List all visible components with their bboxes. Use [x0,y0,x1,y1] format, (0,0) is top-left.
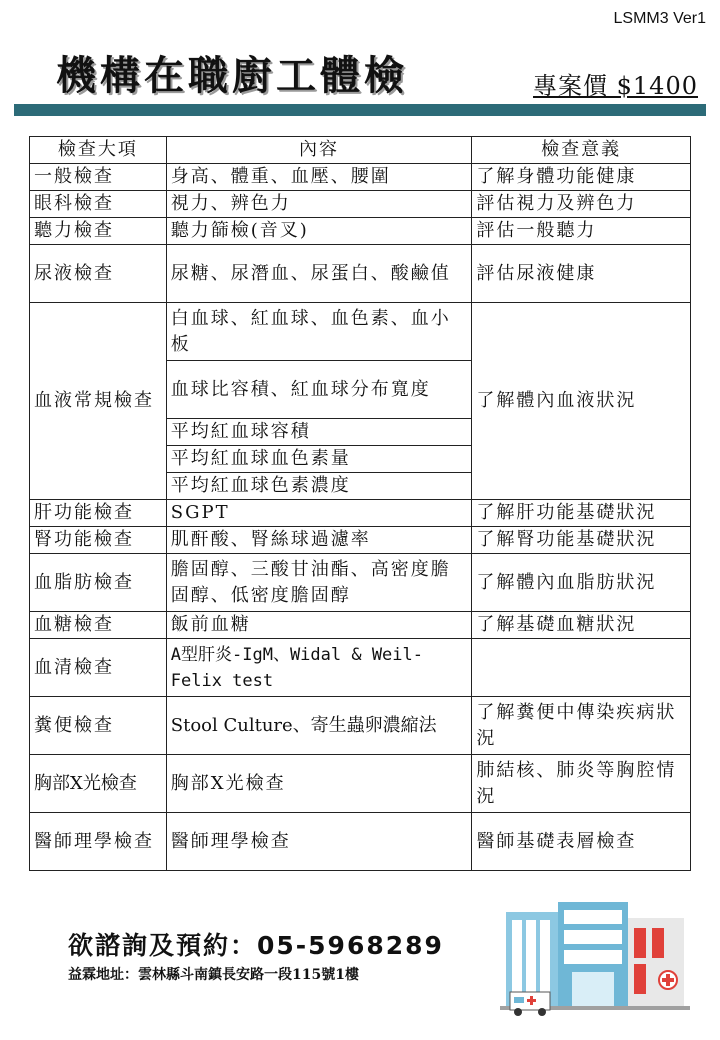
exam-table [29,136,691,871]
row-category: 肝功能檢查 [30,500,167,527]
row-category: 糞便檢查 [30,697,167,755]
table-row [30,164,691,191]
row-content: A型肝炎-IgM、Widal & Weil-Felix test [166,639,472,697]
row-meaning: 評估視力及辨色力 [472,191,691,218]
table-row [30,500,691,527]
row-content: 平均紅血球血色素量 [166,446,472,473]
row-content: 視力、辨色力 [166,191,472,218]
row-meaning: 了解糞便中傳染疾病狀況 [472,697,691,755]
row-category: 血糖檢查 [30,612,167,639]
row-content: Stool Culture、寄生蟲卵濃縮法 [166,697,472,755]
accent-bar [14,104,706,116]
table-row [30,639,691,697]
row-content: 身高、體重、血壓、腰圍 [166,164,472,191]
row-category: 醫師理學檢查 [30,813,167,871]
header-category: 檢查大項 [30,137,167,164]
table-row [30,554,691,612]
row-meaning: 了解肝功能基礎狀況 [472,500,691,527]
row-content: 肌酐酸、腎絲球過濾率 [166,527,472,554]
table-row [30,612,691,639]
price-label: 專案價 $1400 [533,72,698,100]
row-content: 尿糖、尿潛血、尿蛋白、酸鹼值 [166,245,472,303]
row-meaning: 了解體內血脂肪狀況 [472,554,691,612]
table-header-row [30,137,691,164]
header-meaning: 檢查意義 [472,137,691,164]
row-meaning: 評估尿液健康 [472,245,691,303]
row-content: 飯前血糖 [166,612,472,639]
row-meaning: 肺結核、肺炎等胸腔情況 [472,755,691,813]
row-meaning: 了解身體功能健康 [472,164,691,191]
row-category: 胸部X光檢查 [30,755,167,813]
row-meaning [472,639,691,697]
table-row [30,303,691,361]
version-label: LSMM3 Ver1 [613,10,706,27]
row-category: 血清檢查 [30,639,167,697]
row-category: 尿液檢查 [30,245,167,303]
row-category: 血脂肪檢查 [30,554,167,612]
row-meaning: 醫師基礎表層檢查 [472,813,691,871]
row-content: 白血球、紅血球、血色素、血小板 [166,303,472,361]
ambulance-icon [510,992,550,1016]
row-content: 醫師理學檢查 [166,813,472,871]
row-category: 腎功能檢查 [30,527,167,554]
table-row [30,813,691,871]
hospital-ambulance-illustration [500,898,690,1020]
header-content: 內容 [166,137,472,164]
table-row [30,755,691,813]
row-content: 平均紅血球色素濃度 [166,473,472,500]
row-content: 血球比容積、紅血球分布寬度 [166,361,472,419]
row-category: 一般檢查 [30,164,167,191]
row-category: 聽力檢查 [30,218,167,245]
row-category: 眼科檢查 [30,191,167,218]
table-row [30,245,691,303]
table-row [30,697,691,755]
row-meaning: 了解腎功能基礎狀況 [472,527,691,554]
table-row [30,527,691,554]
table-row [30,218,691,245]
row-category: 血液常規檢查 [30,303,167,500]
page-title: 機構在職廚工體檢 [56,53,408,99]
row-content: SGPT [166,500,472,527]
row-content: 聽力篩檢(音叉) [166,218,472,245]
table-row [30,191,691,218]
row-content: 平均紅血球容積 [166,419,472,446]
row-meaning: 了解體內血液狀況 [472,303,691,500]
row-content: 胸部X光檢查 [166,755,472,813]
contact-phone: 欲諮詢及預約：05-5968289 [68,931,444,960]
row-content: 膽固醇、三酸甘油酯、高密度膽固醇、低密度膽固醇 [166,554,472,612]
row-meaning: 了解基礎血糖狀況 [472,612,691,639]
row-meaning: 評估一般聽力 [472,218,691,245]
address-text: 益霖地址：雲林縣斗南鎮長安路一段115號1樓 [68,967,359,983]
